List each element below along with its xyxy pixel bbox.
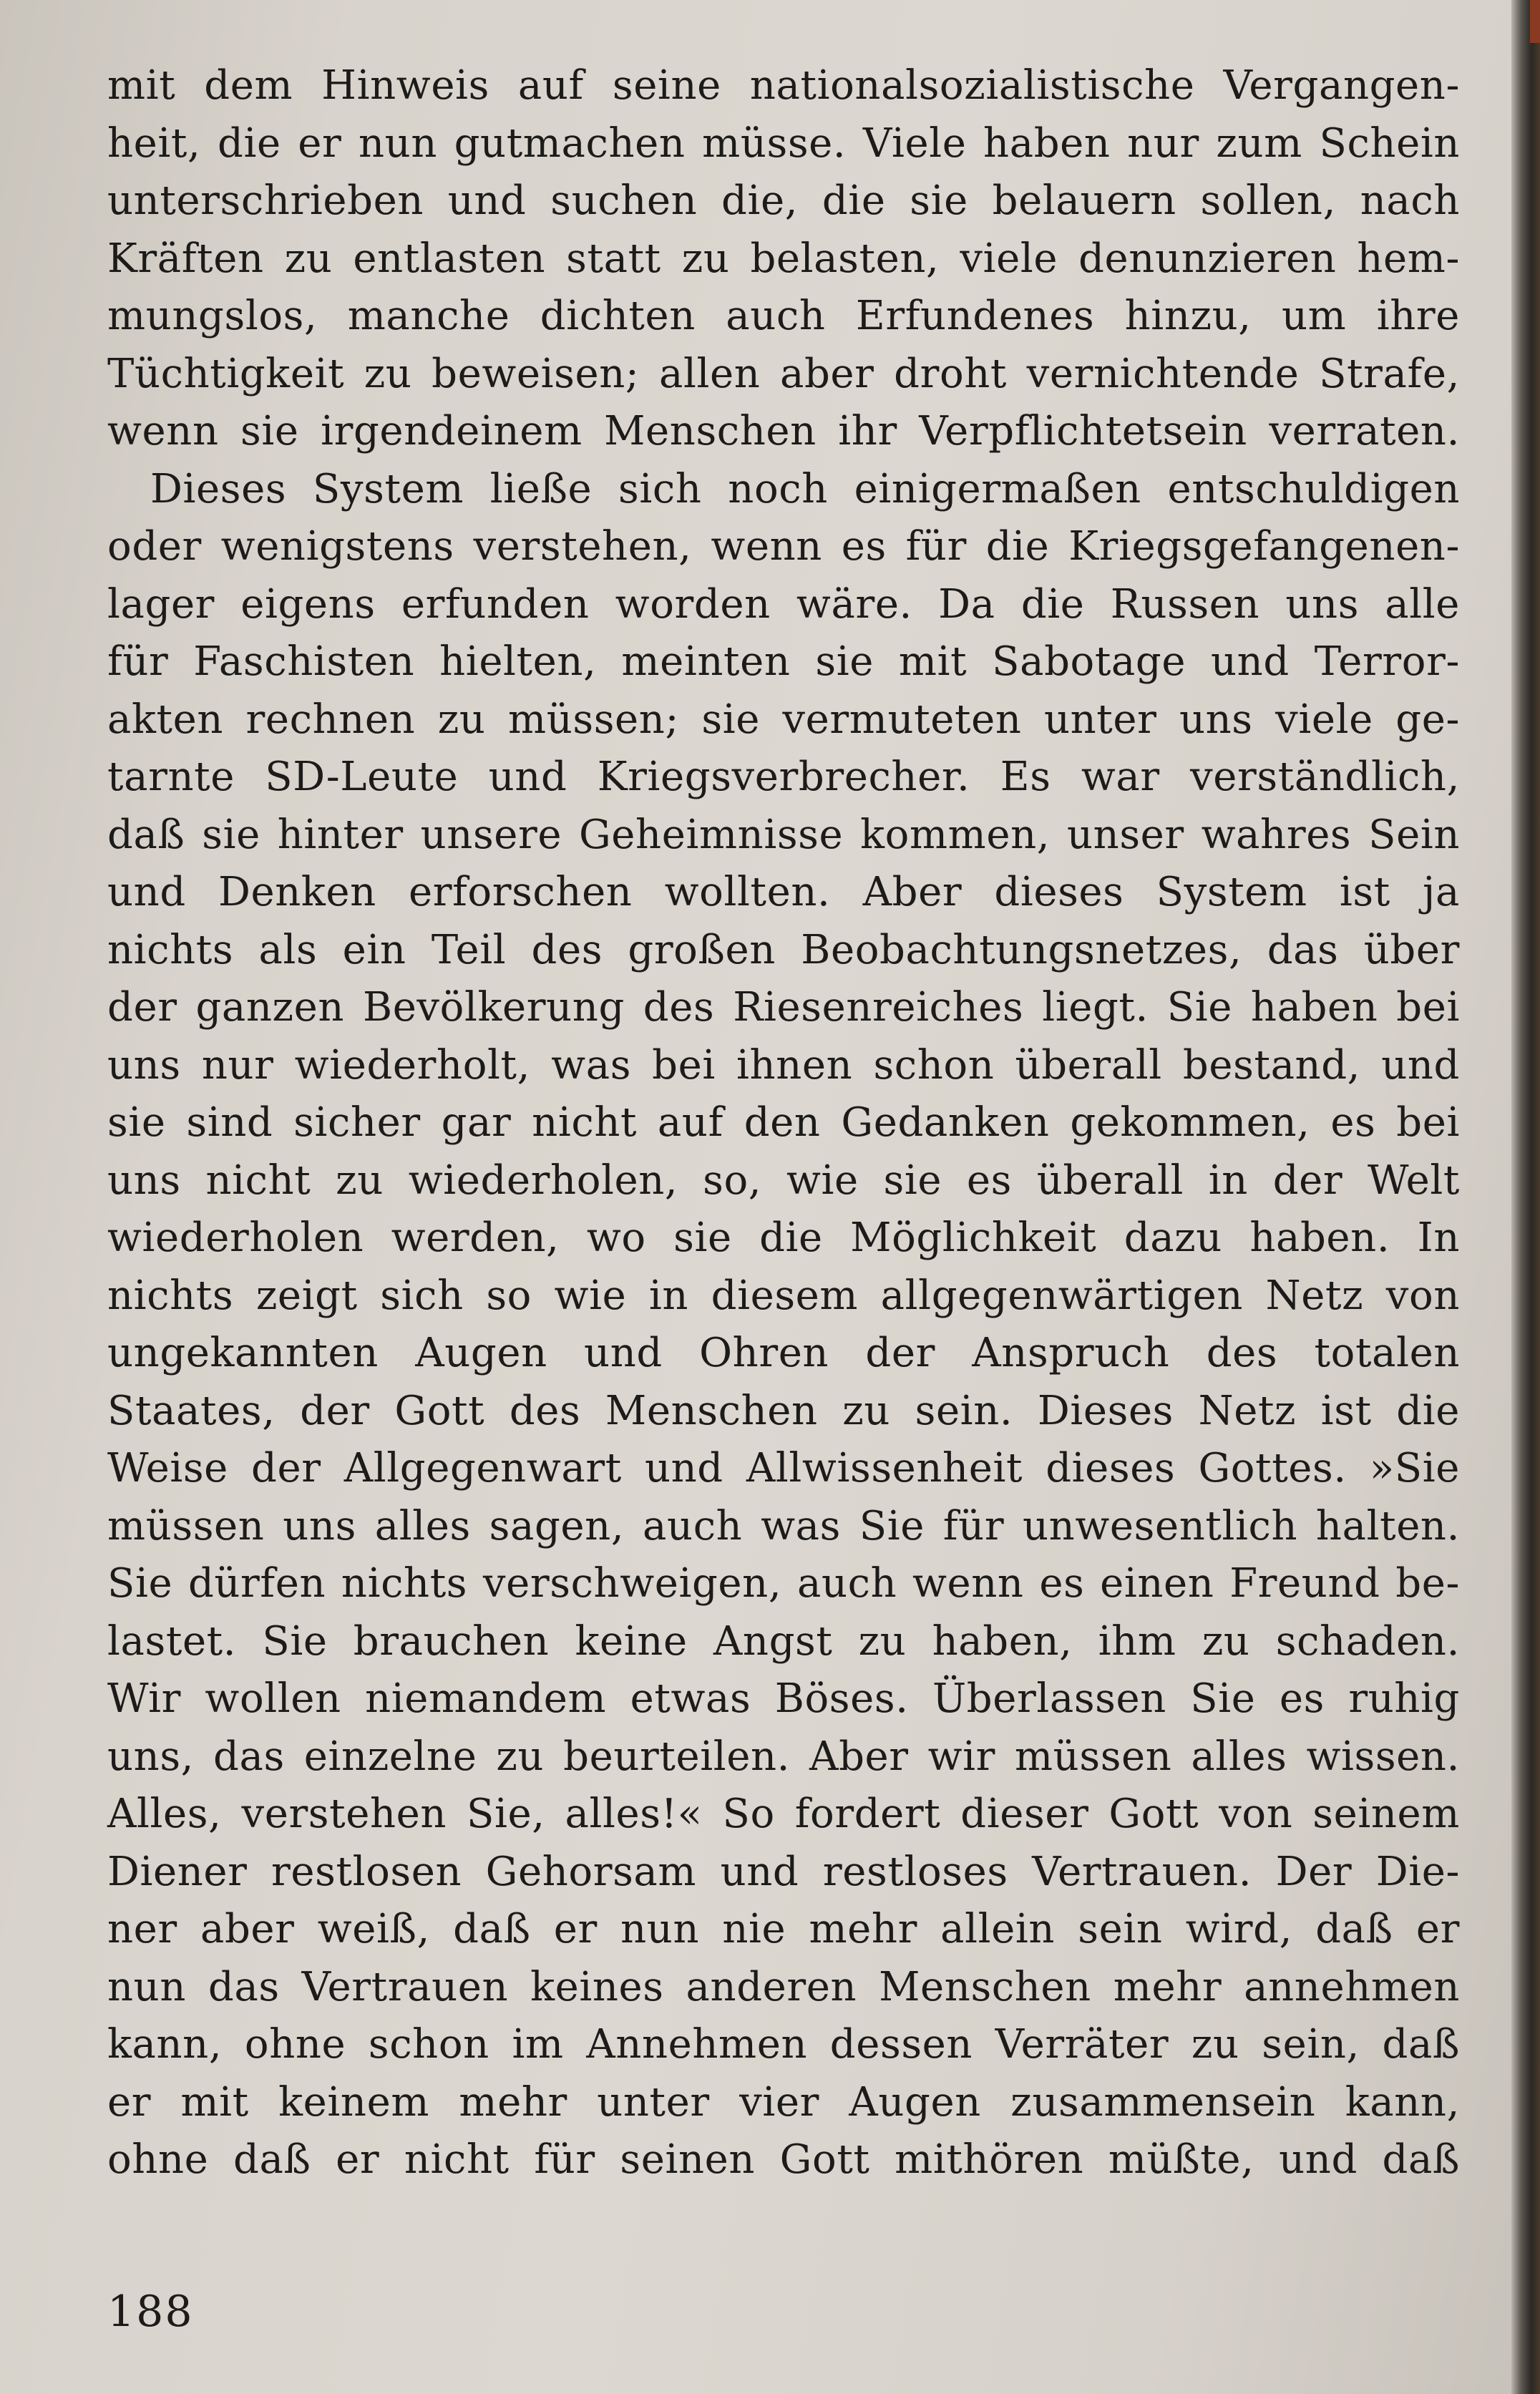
text-line: akten rechnen zu müssen; sie vermuteten unter uns viele ge- bbox=[107, 696, 1460, 743]
text-line: er mit keinem mehr unter vier Augen zusammensein kann, bbox=[107, 2078, 1460, 2126]
text-line: mungslos, manche dichten auch Erfundenes hinzu, um ihre bbox=[107, 293, 1460, 339]
text-line: wenn sie irgendeinem Menschen ihr Verpflichtetsein verraten. bbox=[107, 408, 1460, 454]
text-line: nichts zeigt sich so wie in diesem allgegenwärtigen Netz von bbox=[107, 1272, 1460, 1319]
text-line: Tüchtigkeit zu beweisen; allen aber droht vernichtende Strafe, bbox=[107, 350, 1460, 397]
text-line: ungekannten Augen und Ohren der Anspruch des totalen bbox=[107, 1330, 1460, 1376]
text-line: uns nicht zu wiederholen, so, wie sie es überall in der Welt bbox=[107, 1157, 1460, 1204]
text-line: für Faschisten hielten, meinten sie mit Sabotage und Terror- bbox=[107, 638, 1460, 685]
text-line: lastet. Sie brauchen keine Angst zu haben, ihm zu schaden. bbox=[107, 1617, 1460, 1665]
text-line: müssen uns alles sagen, auch was Sie für unwesentlich halten. bbox=[107, 1502, 1460, 1549]
text-line: heit, die er nun gutmachen müsse. Viele haben nur zum Schein bbox=[107, 120, 1460, 167]
page-number: 188 bbox=[107, 2287, 194, 2337]
text-line: Alles, verstehen Sie, alles!« So fordert dieser Gott von seinem bbox=[107, 1791, 1460, 1837]
text-line: Wir wollen niemandem etwas Böses. Überlassen Sie es ruhig bbox=[107, 1675, 1460, 1722]
text-line: nichts als ein Teil des großen Beobachtungsnetzes, das über bbox=[107, 926, 1460, 973]
text-line: ner aber weiß, daß er nun nie mehr allein sein wird, daß er bbox=[107, 1906, 1460, 1952]
text-line: tarnte SD-Leute und Kriegsverbrecher. Es war verständlich, bbox=[107, 754, 1460, 800]
text-line: oder wenigstens verstehen, wenn es für die Kriegsgefangenen- bbox=[107, 523, 1460, 570]
text-line: der ganzen Bevölkerung des Riesenreiches liegt. Sie haben bei bbox=[107, 984, 1460, 1031]
text-line: uns nur wiederholt, was bei ihnen schon überall bestand, und bbox=[107, 1041, 1460, 1089]
text-line: lager eigens erfunden worden wäre. Da die Russen uns alle bbox=[107, 580, 1460, 628]
text-line: wiederholen werden, wo sie die Möglichkeit dazu haben. In bbox=[107, 1215, 1460, 1261]
text-line: mit dem Hinweis auf seine nationalsozialistische Vergangen- bbox=[107, 62, 1460, 109]
text-line: nun das Vertrauen keines anderen Menschen mehr annehmen bbox=[107, 1963, 1460, 2010]
text-line: kann, ohne schon im Annehmen dessen Verräter zu sein, daß bbox=[107, 2021, 1460, 2068]
text-line: Kräften zu entlasten statt zu belasten, viele denunzieren hem- bbox=[107, 235, 1460, 282]
text-line: Diener restlosen Gehorsam und restloses Vertrauen. Der Die- bbox=[107, 1848, 1460, 1895]
text-line: Staates, der Gott des Menschen zu sein. Dieses Netz ist die bbox=[107, 1387, 1460, 1434]
text-line: uns, das einzelne zu beurteilen. Aber wir müssen alles wissen. bbox=[107, 1733, 1460, 1780]
text-line: und Denken erforschen wollten. Aber dieses System ist ja bbox=[107, 869, 1460, 915]
text-line: unterschrieben und suchen die, die sie belauern sollen, nach bbox=[107, 177, 1460, 224]
text-line: ohne daß er nicht für seinen Gott mithören müßte, und daß bbox=[107, 2136, 1460, 2183]
body-text bbox=[107, 57, 1460, 2189]
text-line: Dieses System ließe sich noch einigermaßen entschuldigen bbox=[150, 465, 1460, 512]
text-line: daß sie hinter unsere Geheimnisse kommen, unser wahres Sein bbox=[107, 811, 1460, 858]
book-edge bbox=[1511, 0, 1540, 2394]
text-line: Sie dürfen nichts verschweigen, auch wenn es einen Freund be- bbox=[107, 1560, 1460, 1607]
text-line: sie sind sicher gar nicht auf den Gedanken gekommen, es bei bbox=[107, 1099, 1460, 1146]
text-line: Weise der Allgegenwart und Allwissenheit dieses Gottes. »Sie bbox=[107, 1445, 1460, 1492]
book-cover-edge bbox=[1530, 0, 1540, 43]
